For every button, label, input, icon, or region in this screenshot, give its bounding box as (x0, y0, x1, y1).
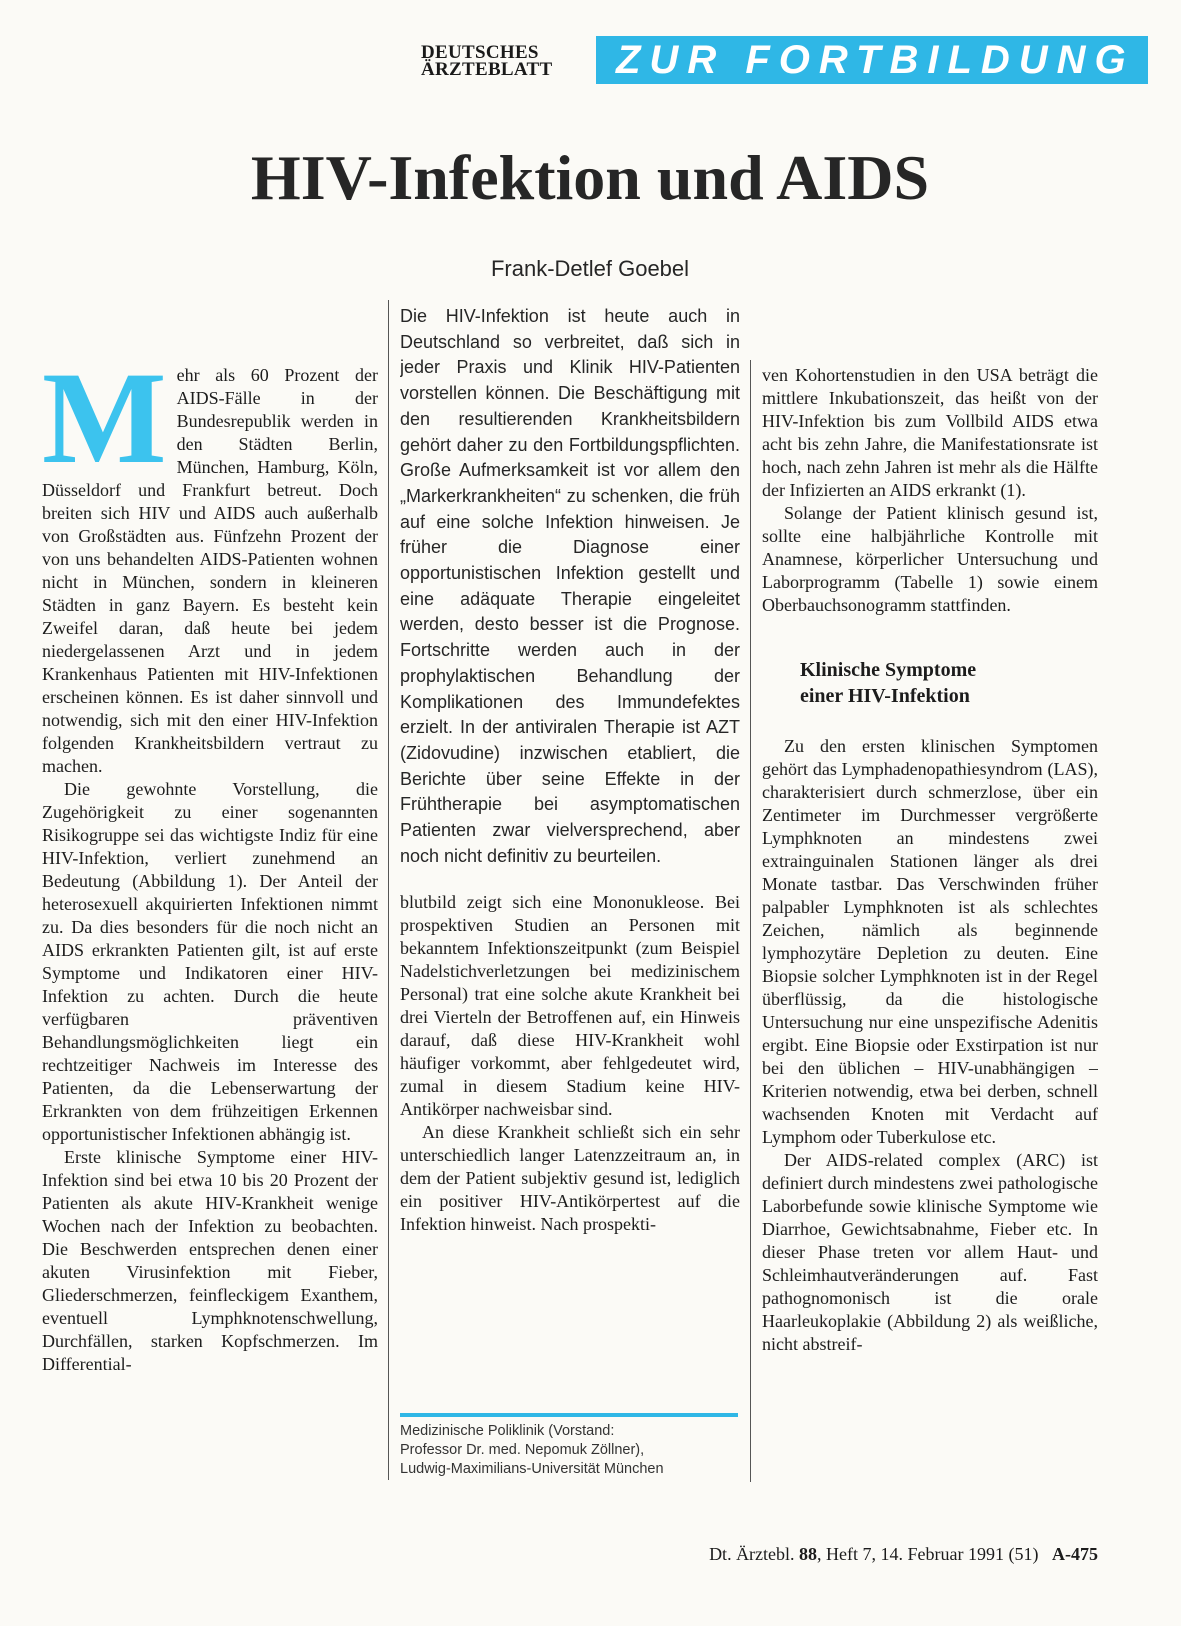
article-title: HIV-Infektion und AIDS (250, 142, 930, 213)
journal-name-line2: ÄRZTEBLATT (421, 59, 553, 80)
text-column-3 (762, 364, 1098, 1552)
paragraph: Solange der Patient klinisch gesund ist, sollte eine halbjährliche Kontrolle mit Anamnese, körperlicher Untersuchung und Laborprogramm (Tabelle 1) sowie einem Oberbauchsonogramm stattfinden. (762, 503, 1098, 615)
column-divider (388, 300, 389, 1480)
footer-volume: 88 (799, 1544, 818, 1564)
paragraph: Erste klinische Symptome einer HIV-Infektion sind bei etwa 10 bis 20 Prozent der Patienten als akute HIV-Krankheit wenige Wochen nach der Infektion zu beobachten. Die Beschwerden entsprechen denen einer akuten Virusinfektion mit Fieber, Gliederschmerzen, feinfleckigem Exanthem, eventuell Lymphknotenschwellung, Durchfällen, starken Kopfschmerzen. Im Differential- (42, 1147, 378, 1374)
column-divider (750, 360, 751, 1482)
journal-name-line1: DEUTSCHES (421, 42, 539, 63)
article-author: Frank-Detlef Goebel (490, 256, 690, 281)
drop-cap: M (42, 364, 167, 491)
section-heading (800, 657, 1098, 709)
masthead (421, 36, 1148, 84)
footer-issue: , Heft 7, 14. Februar 1991 (51) (817, 1544, 1039, 1564)
intro-abstract: Die HIV-Infektion ist heute auch in Deutschland so verbreitet, daß sich in jeder Praxis und Klinik HIV-Patienten vorstellen können. Die Beschäftigung mit den resultierenden Krankheitsbildern gehört daher zu den Fortbildungspflichten. Große Aufmerksamkeit ist vor allem den „Markerkrankheiten“ zu schenken, die früh auf eine solche Infektion hinweisen. Je früher die Diagnose einer opportunistischen Infektion gestellt und eine adäquate Therapie eingeleitet werden, desto besser ist die Prognose. Fortschritte werden auch in der prophylaktischen Behandlung der Komplikationen des Immundefektes erzielt. In der antiviralen Therapie ist AZT (Zidovudine) inzwischen etabliert, die Berichte über seine Effekte in der Frühtherapie bei asymptomatischen Patienten zwar vielversprechend, aber noch nicht definitiv zu beurteilen. (400, 306, 740, 866)
journal-logo (421, 44, 591, 78)
affiliation-line: Ludwig-Maximilians-Universität München (400, 1461, 664, 1477)
text-column-1 (42, 364, 378, 1542)
page-number: A-475 (1052, 1544, 1098, 1564)
paragraph: Die gewohnte Vorstellung, die Zugehörigkeit zu einer sogenannten Risikogruppe sei das wichtigste Indiz für eine HIV-Infektion, verliert zunehmend an Bedeutung (Abbildung 1). Der Anteil der heterosexuell akquirierten Infektionen nimmt zu. Da dies besonders für die noch nicht an AIDS erkrankten Patienten gilt, ist auf erste Symptome und Indikatoren einer HIV-Infektion zu achten. Durch die heute verfügbaren präventiven Behandlungsmöglichkeiten liegt ein rechtzeitiger Nachweis im Interesse des Patienten, da die Lebenserwartung der Erkrankten von dem frühzeitigen Erkennen opportunistischer Infektionen abhängig ist. (42, 779, 378, 1144)
paragraph: An diese Krankheit schließt sich ein sehr unterschiedlich langer Latenzzeitraum an, in dem der Patient subjektiv gesund ist, lediglich ein positiver HIV-Antikörpertest auf die Infektion hinweist. Nach prospekti- (400, 1122, 740, 1235)
paragraph: ven Kohortenstudien in den USA beträgt die mittlere Inkubationszeit, das heißt von der HIV-Infektion bis zum Vollbild AIDS etwa acht bis zehn Jahre, die Manifestationsrate ist hoch, nach zehn Jahren ist mehr als die Hälfte der Infizierten an AIDS erkrankt (1). (762, 365, 1098, 500)
paragraph: Der AIDS-related complex (ARC) ist definiert durch mindestens zwei pathologische Laborbefunde sowie klinische Symptome wie Diarrhoe, Gewichtsabnahme, Fieber etc. In dieser Phase treten vor allem Haut- und Schleimhautveränderungen auf. Fast pathognomonisch ist die orale Haarleukoplakie (Abbildung 2) als weißliche, nicht abstreif- (762, 1150, 1098, 1354)
page-footer (618, 1544, 1098, 1565)
author-affiliation (400, 1422, 738, 1479)
affiliation-line: Medizinische Poliklinik (Vorstand: (400, 1423, 615, 1439)
paragraph: blutbild zeigt sich eine Mononukleose. Bei prospektiven Studien an Personen mit bekanntem Infektionszeitpunkt (zum Beispiel Nadelstichverletzungen bei medizinischem Personal) trat eine solche akute Krankheit bei drei Vierteln der Betroffenen auf, ein Hinweis darauf, daß diese HIV-Krankheit wohl häufiger vorkommt, aber fehlgedeutet wird, zumal in diesem Stadium keine HIV-Antikörper nachweisbar sind. (400, 892, 740, 1120)
text-column-2 (400, 304, 740, 1552)
section-banner: ZUR FORTBILDUNG (596, 36, 1148, 84)
paragraph: Zu den ersten klinischen Symptomen gehört das Lymphadenopathiesyndrom (LAS), charakterisiert durch schmerzlose, über ein Zentimeter im Durchmesser vergrößerte Lymphknoten an mindestens zwei extrainguinalen Stationen länger als drei Monate tastbar. Das Verschwinden früher palpabler Lymphknoten ist als schlechtes Zeichen, nämlich als beginnende lymphozytäre Depletion zu deuten. Eine Biopsie solcher Lymphknoten ist in der Regel überflüssig, da die histologische Untersuchung nur eine unspezifische Adenitis ergibt. Eine Biopsie oder Exstirpation ist nur bei den üblichen – HIV-unabhängigen – Kriterien notwendig, etwa bei derben, schnell wachsenden Knoten mit Verdacht auf Lymphom oder Tuberkulose etc. (762, 736, 1098, 1147)
affiliation-line: Professor Dr. med. Nepomuk Zöllner), (400, 1442, 645, 1458)
paragraph: ehr als 60 Prozent der AIDS-Fälle in der Bundesrepublik werden in den Städten Berlin, München, Hamburg, Köln, Düsseldorf und Frankfurt betreut. Doch breiten sich HIV und AIDS auch außerhalb von Großstädten aus. Fünfzehn Prozent der von uns behandelten AIDS-Patienten wohnen nicht in München, sondern in kleineren Städten in ganz Bayern. Es besteht kein Zweifel daran, daß heute bei jedem niedergelassenen Arzt und in jedem Krankenhaus Patienten mit HIV-Infektionen erscheinen können. Es ist daher sinnvoll und notwendig, sich mit den einer HIV-Infektion folgenden Krankheitsbildern vertraut zu machen. (42, 365, 378, 776)
heading-line: Klinische Symptome (800, 659, 977, 681)
affiliation-rule (400, 1413, 738, 1417)
footer-journal: Dt. Ärztebl. (709, 1544, 795, 1564)
heading-line: einer HIV-Infektion (800, 685, 970, 707)
